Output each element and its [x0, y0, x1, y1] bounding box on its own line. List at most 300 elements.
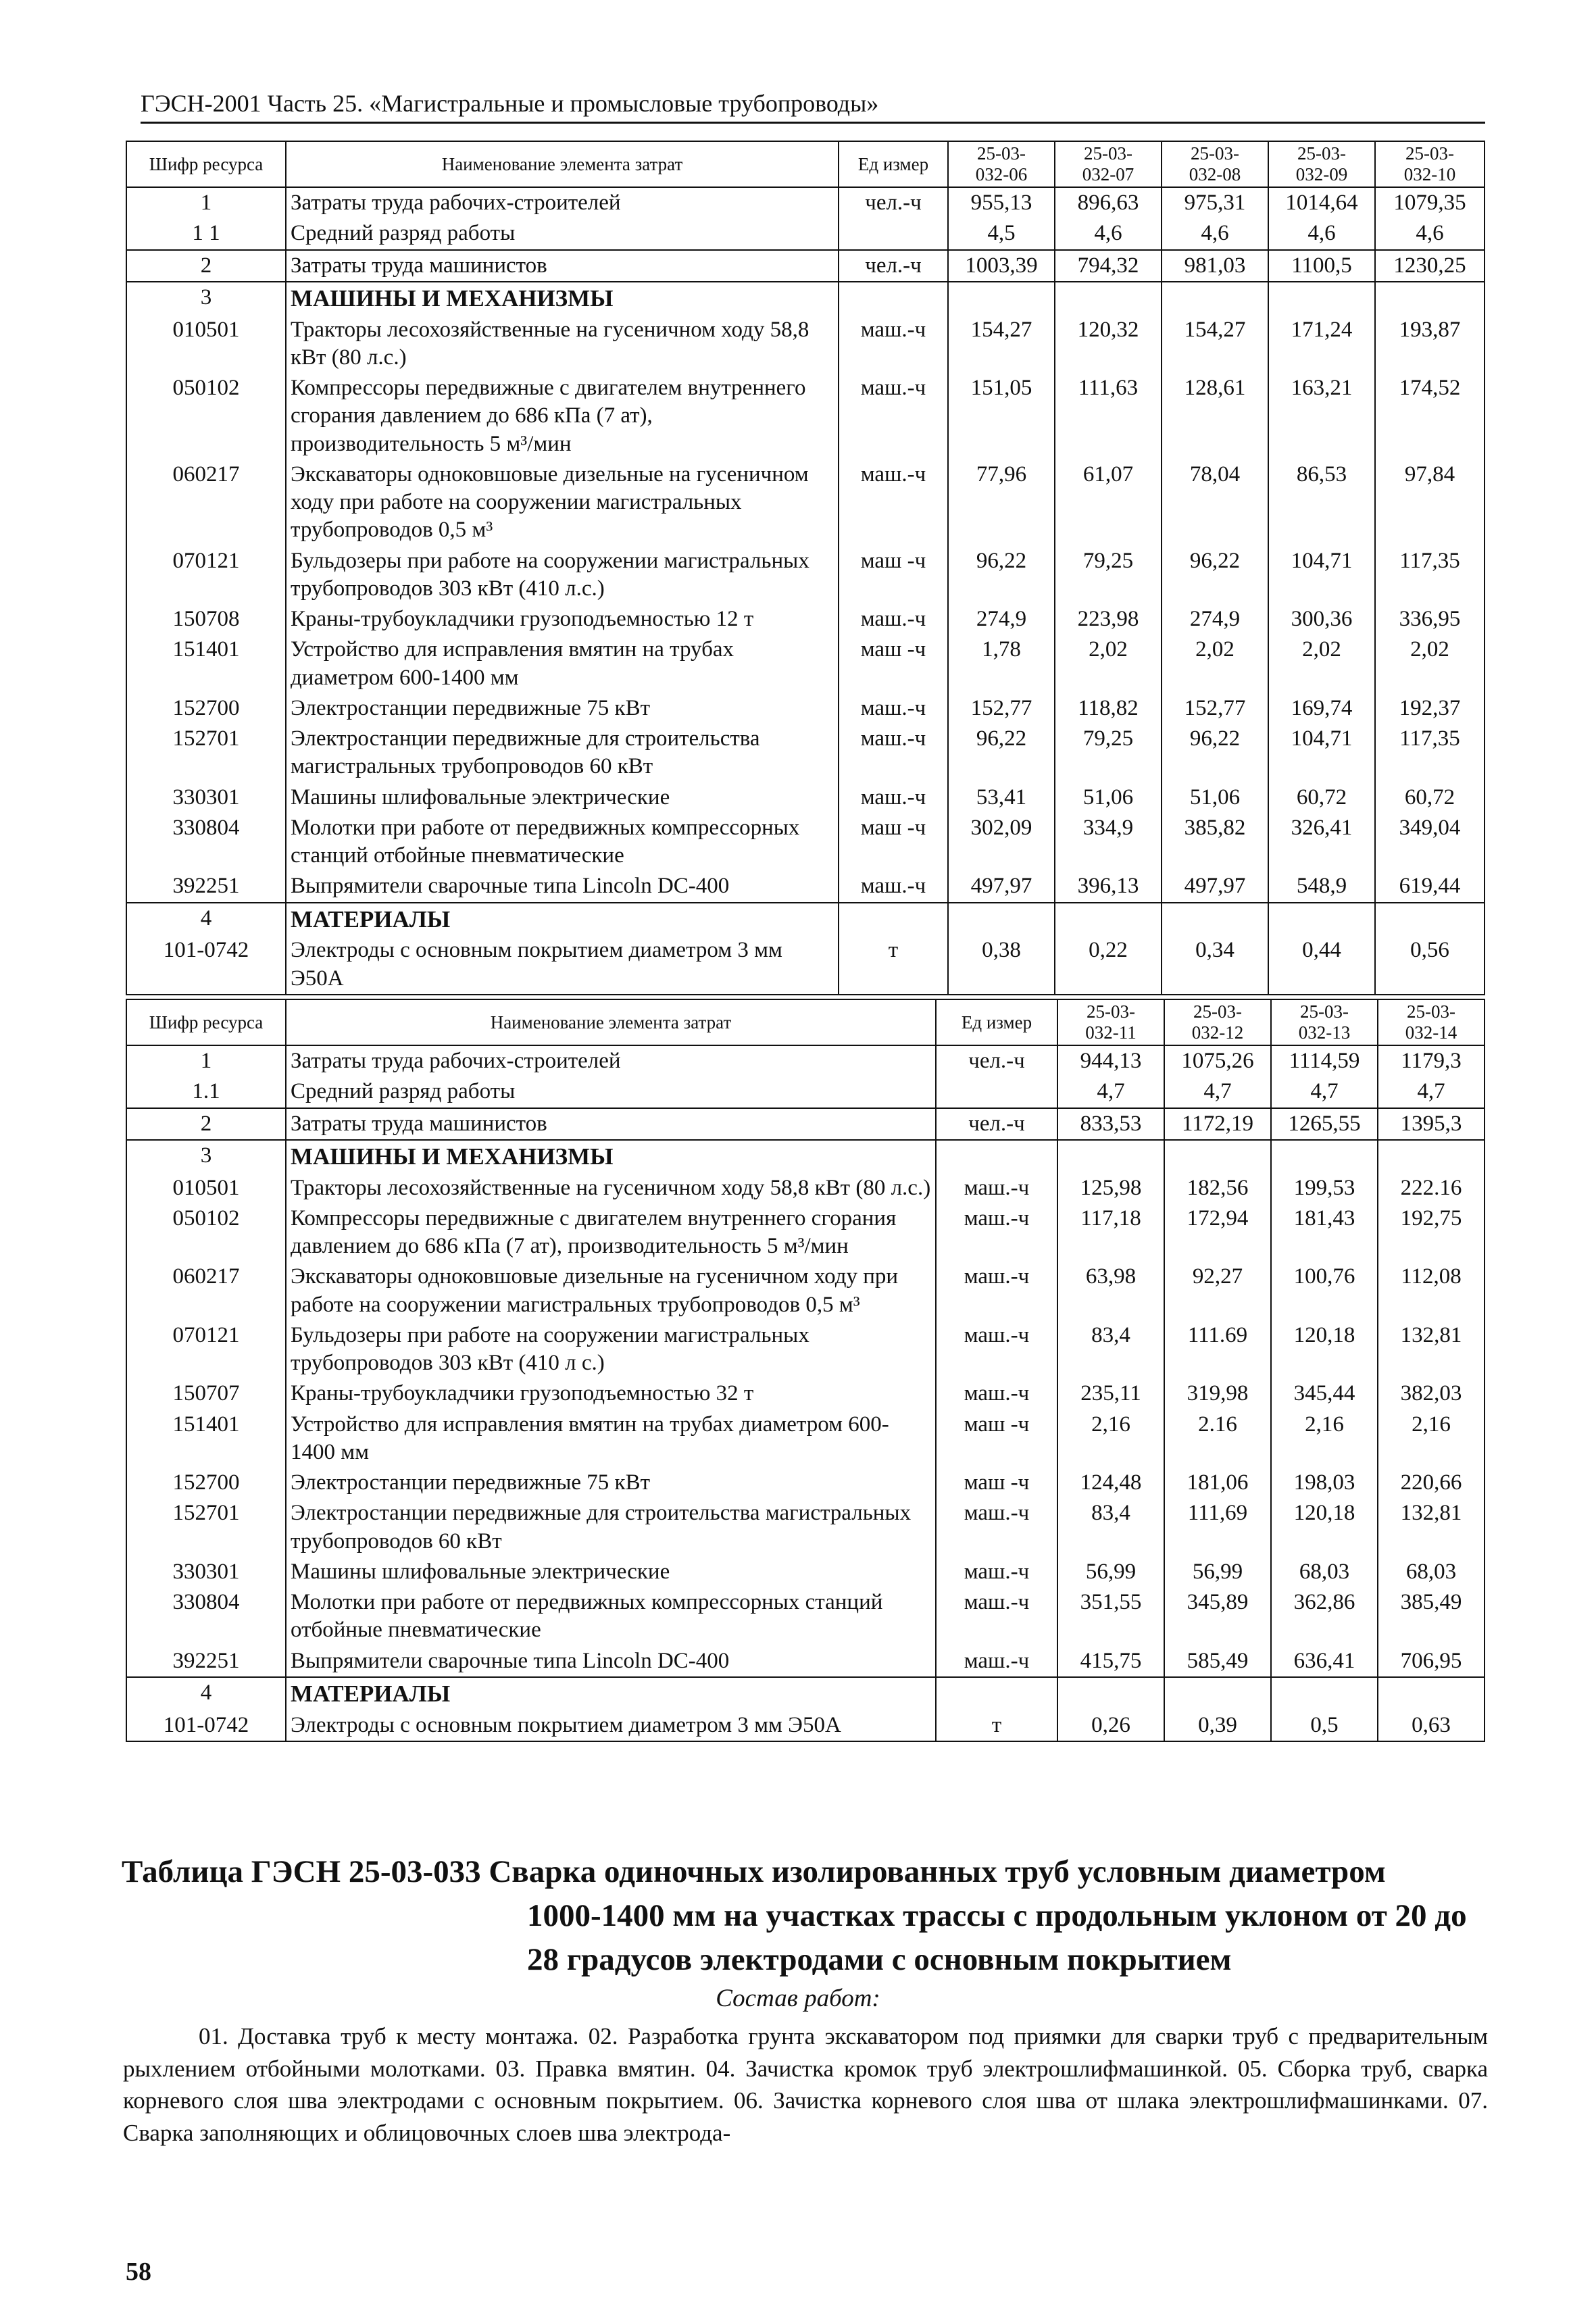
empty-cell — [1162, 903, 1268, 936]
value-cell: 222.16 — [1378, 1173, 1485, 1203]
header-column-code: 25-03- 032-13 — [1271, 999, 1378, 1045]
unit-cell: чел.-ч — [839, 250, 948, 282]
value-cell: 345,89 — [1164, 1587, 1271, 1646]
value-cell: 111.69 — [1164, 1320, 1271, 1379]
resource-code: 070121 — [126, 546, 286, 605]
header-row — [126, 141, 1485, 187]
unit-cell: маш.-ч — [936, 1378, 1057, 1409]
value-cell: 326,41 — [1268, 813, 1375, 872]
value-cell: 944,13 — [1057, 1045, 1164, 1076]
value-cell: 2,02 — [1162, 634, 1268, 693]
value-cell: 4,7 — [1271, 1076, 1378, 1107]
table-body — [126, 187, 1485, 995]
table-row — [126, 1498, 1485, 1557]
value-cell: 345,44 — [1271, 1378, 1378, 1409]
value-cell: 235,11 — [1057, 1378, 1164, 1409]
value-cell: 172,94 — [1164, 1203, 1271, 1262]
value-cell: 92,27 — [1164, 1262, 1271, 1320]
unit-cell: чел.-ч — [936, 1108, 1057, 1140]
resource-code: 101-0742 — [126, 935, 286, 995]
resource-name: Затраты труда машинистов — [286, 1108, 936, 1140]
table-row — [126, 1203, 1485, 1262]
value-cell: 86,53 — [1268, 459, 1375, 546]
value-cell: 97,84 — [1375, 459, 1485, 546]
value-cell: 111,69 — [1164, 1498, 1271, 1557]
value-cell: 151,05 — [948, 373, 1055, 459]
value-cell: 415,75 — [1057, 1646, 1164, 1677]
empty-cell — [1057, 1677, 1164, 1710]
value-cell: 79,25 — [1055, 546, 1162, 605]
value-cell: 319,98 — [1164, 1378, 1271, 1409]
header-row — [126, 999, 1485, 1045]
value-cell: 118,82 — [1055, 693, 1162, 724]
empty-cell — [1378, 1140, 1485, 1173]
value-cell: 385,82 — [1162, 813, 1268, 872]
resource-table-1 — [126, 141, 1485, 995]
table-row — [126, 546, 1485, 605]
works-text: 01. Доставка труб к месту монтажа. 02. Разработка грунта экскаватором под приямки для сварки труб с предварительным рыхлением отбойными молотками. 03. Правка вмятин. 04. Зачистка кромок труб электрошлифмашинкой. 05. Сборка труб, сварка корневого слоя шва электродами с основным покрытием. 06. Зачистка корневого слоя шва от шлака электрошлифмашинками. 07. Сварка заполняющих и облицовочных слоев шва электрода- — [123, 2023, 1488, 2146]
value-cell: 833,53 — [1057, 1108, 1164, 1140]
unit-cell: т — [839, 935, 948, 995]
empty-cell — [839, 903, 948, 936]
resource-code: 4 — [126, 903, 286, 936]
resource-code: 150708 — [126, 604, 286, 634]
resource-code: 060217 — [126, 1262, 286, 1320]
value-cell: 181,43 — [1271, 1203, 1378, 1262]
value-cell: 1114,59 — [1271, 1045, 1378, 1076]
resource-name: Тракторы лесохозяйственные на гусеничном ходу 58,8 кВт (80 л.с.) — [286, 1173, 936, 1203]
value-cell: 120,18 — [1271, 1498, 1378, 1557]
resource-name: Бульдозеры при работе на сооружении магистральных трубопроводов 303 кВт (410 л с.) — [286, 1320, 936, 1379]
header-column-code: 25-03- 032-11 — [1057, 999, 1164, 1045]
value-cell: 60,72 — [1375, 782, 1485, 813]
resource-code: 152700 — [126, 693, 286, 724]
resource-name: Электростанции передвижные 75 кВт — [286, 1468, 936, 1498]
value-cell: 1100,5 — [1268, 250, 1375, 282]
value-cell: 349,04 — [1375, 813, 1485, 872]
header-column-code: 25-03- 032-12 — [1164, 999, 1271, 1045]
value-cell: 1395,3 — [1378, 1108, 1485, 1140]
value-cell: 0,44 — [1268, 935, 1375, 995]
header-name: Наименование элемента затрат — [286, 999, 936, 1045]
value-cell: 117,35 — [1375, 724, 1485, 782]
value-cell: 68,03 — [1378, 1557, 1485, 1587]
value-cell: 4,6 — [1375, 218, 1485, 249]
value-cell: 2,16 — [1271, 1410, 1378, 1468]
section-row — [126, 1677, 1485, 1710]
value-cell: 96,22 — [1162, 724, 1268, 782]
value-cell: 199,53 — [1271, 1173, 1378, 1203]
resource-code: 010501 — [126, 315, 286, 374]
value-cell: 4,7 — [1378, 1076, 1485, 1107]
resource-code: 1.1 — [126, 1076, 286, 1107]
value-cell: 132,81 — [1378, 1498, 1485, 1557]
resource-name: Компрессоры передвижные с двигателем внутреннего сгорания давлением до 686 кПа (7 ат), производительность 5 м³/мин — [286, 1203, 936, 1262]
value-cell: 104,71 — [1268, 724, 1375, 782]
value-cell: 636,41 — [1271, 1646, 1378, 1677]
unit-cell: маш.-ч — [936, 1646, 1057, 1677]
value-cell: 706,95 — [1378, 1646, 1485, 1677]
header-code: Шифр ресурса — [126, 999, 286, 1045]
value-cell: 56,99 — [1057, 1557, 1164, 1587]
value-cell: 336,95 — [1375, 604, 1485, 634]
value-cell: 171,24 — [1268, 315, 1375, 374]
header-unit: Ед измер — [936, 999, 1057, 1045]
value-cell: 0,34 — [1162, 935, 1268, 995]
resource-name: Электроды с основным покрытием диаметром 3 мм Э50А — [286, 935, 839, 995]
table-row — [126, 218, 1485, 249]
value-cell: 497,97 — [948, 871, 1055, 902]
value-cell: 4,5 — [948, 218, 1055, 249]
page-header: ГЭСН-2001 Часть 25. «Магистральные и промысловые трубопроводы» — [141, 89, 1485, 124]
value-cell: 63,98 — [1057, 1262, 1164, 1320]
empty-cell — [936, 1677, 1057, 1710]
resource-name: Машины шлифовальные электрические — [286, 782, 839, 813]
value-cell: 60,72 — [1268, 782, 1375, 813]
value-cell: 1230,25 — [1375, 250, 1485, 282]
section-title: МАТЕРИАЛЫ — [286, 1677, 936, 1710]
table-row — [126, 1646, 1485, 1677]
value-cell: 192,37 — [1375, 693, 1485, 724]
value-cell: 125,98 — [1057, 1173, 1164, 1203]
header-column-code: 25-03- 032-08 — [1162, 141, 1268, 187]
table-row — [126, 187, 1485, 218]
resource-code: 3 — [126, 282, 286, 315]
resource-code: 152701 — [126, 724, 286, 782]
unit-cell: маш -ч — [936, 1468, 1057, 1498]
value-cell: 2.16 — [1164, 1410, 1271, 1468]
table-row — [126, 634, 1485, 693]
value-cell: 548,9 — [1268, 871, 1375, 902]
table-row — [126, 724, 1485, 782]
value-cell: 396,13 — [1055, 871, 1162, 902]
value-cell: 4,7 — [1057, 1076, 1164, 1107]
empty-cell — [1055, 282, 1162, 315]
value-cell: 2,02 — [1375, 634, 1485, 693]
resource-code: 330804 — [126, 813, 286, 872]
section-row — [126, 1140, 1485, 1173]
unit-cell: маш.-ч — [839, 782, 948, 813]
table-row — [126, 373, 1485, 459]
resource-code: 152701 — [126, 1498, 286, 1557]
table-row — [126, 1587, 1485, 1646]
unit-cell: маш.-ч — [936, 1320, 1057, 1379]
section-row — [126, 282, 1485, 315]
resource-code: 330804 — [126, 1587, 286, 1646]
unit-cell: маш.-ч — [936, 1557, 1057, 1587]
value-cell: 117,18 — [1057, 1203, 1164, 1262]
resource-name: Экскаваторы одноковшовые дизельные на гусеничном ходу при работе на сооружении магистральных трубопроводов 0,5 м³ — [286, 459, 839, 546]
value-cell: 1075,26 — [1164, 1045, 1271, 1076]
unit-cell: маш.-ч — [936, 1203, 1057, 1262]
resource-code: 3 — [126, 1140, 286, 1173]
value-cell: 1014,64 — [1268, 187, 1375, 218]
empty-cell — [1164, 1140, 1271, 1173]
table-row — [126, 315, 1485, 374]
section-title: МАШИНЫ И МЕХАНИЗМЫ — [286, 1140, 936, 1173]
value-cell: 896,63 — [1055, 187, 1162, 218]
resource-name: Молотки при работе от передвижных компрессорных станций отбойные пневматические — [286, 813, 839, 872]
table-row — [126, 1262, 1485, 1320]
value-cell: 0,39 — [1164, 1710, 1271, 1741]
value-cell: 351,55 — [1057, 1587, 1164, 1646]
resource-name: Машины шлифовальные электрические — [286, 1557, 936, 1587]
value-cell: 619,44 — [1375, 871, 1485, 902]
value-cell: 77,96 — [948, 459, 1055, 546]
table-row — [126, 1710, 1485, 1741]
empty-cell — [936, 1140, 1057, 1173]
resource-name: Затраты труда рабочих-строителей — [286, 1045, 936, 1076]
table-row — [126, 1410, 1485, 1468]
empty-cell — [1055, 903, 1162, 936]
unit-cell: маш.-ч — [936, 1262, 1057, 1320]
unit-cell: маш.-ч — [839, 315, 948, 374]
empty-cell — [948, 282, 1055, 315]
value-cell: 223,98 — [1055, 604, 1162, 634]
value-cell: 78,04 — [1162, 459, 1268, 546]
resource-name: Экскаваторы одноковшовые дизельные на гусеничном ходу при работе на сооружении магистральных трубопроводов 0,5 м³ — [286, 1262, 936, 1320]
header-column-code: 25-03- 032-06 — [948, 141, 1055, 187]
resource-code: 060217 — [126, 459, 286, 546]
section-title: МАТЕРИАЛЫ — [286, 903, 839, 936]
table-row — [126, 459, 1485, 546]
resource-name: Выпрямители сварочные типа Lincoln DC-400 — [286, 1646, 936, 1677]
table-row — [126, 250, 1485, 282]
value-cell: 362,86 — [1271, 1587, 1378, 1646]
unit-cell: маш.-ч — [936, 1173, 1057, 1203]
resource-code: 392251 — [126, 1646, 286, 1677]
value-cell: 111,63 — [1055, 373, 1162, 459]
resource-name: Затраты труда рабочих-строителей — [286, 187, 839, 218]
table-row — [126, 935, 1485, 995]
value-cell: 163,21 — [1268, 373, 1375, 459]
resource-name: Компрессоры передвижные с двигателем внутреннего сгорания давлением до 686 кПа (7 ат), производительность 5 м³/мин — [286, 373, 839, 459]
table-row — [126, 1378, 1485, 1409]
value-cell: 117,35 — [1375, 546, 1485, 605]
value-cell: 2,16 — [1378, 1410, 1485, 1468]
unit-cell: маш.-ч — [839, 459, 948, 546]
resource-name: Затраты труда машинистов — [286, 250, 839, 282]
section-title: МАШИНЫ И МЕХАНИЗМЫ — [286, 282, 839, 315]
value-cell: 274,9 — [1162, 604, 1268, 634]
value-cell: 1179,3 — [1378, 1045, 1485, 1076]
value-cell: 1,78 — [948, 634, 1055, 693]
page-number: 58 — [126, 2258, 151, 2286]
value-cell: 53,41 — [948, 782, 1055, 813]
value-cell: 302,09 — [948, 813, 1055, 872]
table-row — [126, 1468, 1485, 1498]
resource-code: 101-0742 — [126, 1710, 286, 1741]
header-column-code: 25-03- 032-07 — [1055, 141, 1162, 187]
table-body — [126, 1045, 1485, 1741]
table-row — [126, 871, 1485, 902]
empty-cell — [1162, 282, 1268, 315]
unit-cell: маш.-ч — [936, 1498, 1057, 1557]
table-caption — [122, 1850, 1487, 1982]
resource-code: 330301 — [126, 782, 286, 813]
unit-cell: чел.-ч — [839, 187, 948, 218]
unit-cell: маш.-ч — [839, 373, 948, 459]
value-cell: 174,52 — [1375, 373, 1485, 459]
table-row — [126, 782, 1485, 813]
value-cell: 100,76 — [1271, 1262, 1378, 1320]
value-cell: 96,22 — [1162, 546, 1268, 605]
caption-line-1: Таблица ГЭСН 25-03-033 Сварка одиночных изолированных труб условным диаметром — [122, 1854, 1386, 1889]
value-cell: 79,25 — [1055, 724, 1162, 782]
resource-name: Электростанции передвижные 75 кВт — [286, 693, 839, 724]
resource-code: 050102 — [126, 373, 286, 459]
unit-cell: маш.-ч — [936, 1587, 1057, 1646]
table-row — [126, 1076, 1485, 1107]
caption-line-2: 1000-1400 мм на участках трассы с продольным уклоном от 20 до 28 градусов электродами с основным покрытием — [527, 1897, 1467, 1977]
resource-code: 4 — [126, 1677, 286, 1710]
unit-cell: маш -ч — [936, 1410, 1057, 1468]
value-cell: 96,22 — [948, 724, 1055, 782]
unit-cell: маш.-ч — [839, 604, 948, 634]
value-cell: 2,02 — [1055, 634, 1162, 693]
resource-code: 2 — [126, 1108, 286, 1140]
empty-cell — [1268, 903, 1375, 936]
value-cell: 128,61 — [1162, 373, 1268, 459]
value-cell: 220,66 — [1378, 1468, 1485, 1498]
table-row — [126, 604, 1485, 634]
value-cell: 61,07 — [1055, 459, 1162, 546]
value-cell: 981,03 — [1162, 250, 1268, 282]
resource-name: Электроды с основным покрытием диаметром 3 мм Э50А — [286, 1710, 936, 1741]
empty-cell — [1375, 903, 1485, 936]
works-title: Состав работ: — [716, 1985, 880, 2012]
value-cell: 51,06 — [1055, 782, 1162, 813]
value-cell: 132,81 — [1378, 1320, 1485, 1379]
header-column-code: 25-03- 032-14 — [1378, 999, 1485, 1045]
header-column-code: 25-03- 032-10 — [1375, 141, 1485, 187]
resource-name: Выпрямители сварочные типа Lincoln DC-400 — [286, 871, 839, 902]
unit-cell: маш -ч — [839, 813, 948, 872]
header-code: Шифр ресурса — [126, 141, 286, 187]
value-cell: 4,6 — [1055, 218, 1162, 249]
table-row — [126, 1320, 1485, 1379]
value-cell: 152,77 — [1162, 693, 1268, 724]
section-row — [126, 903, 1485, 936]
value-cell: 124,48 — [1057, 1468, 1164, 1498]
value-cell: 300,36 — [1268, 604, 1375, 634]
unit-cell: маш -ч — [839, 634, 948, 693]
empty-cell — [1057, 1140, 1164, 1173]
resource-code: 050102 — [126, 1203, 286, 1262]
value-cell: 0,56 — [1375, 935, 1485, 995]
value-cell: 68,03 — [1271, 1557, 1378, 1587]
resource-code: 070121 — [126, 1320, 286, 1379]
resource-code: 150707 — [126, 1378, 286, 1409]
value-cell: 334,9 — [1055, 813, 1162, 872]
value-cell: 2,16 — [1057, 1410, 1164, 1468]
value-cell: 0,26 — [1057, 1710, 1164, 1741]
resource-code: 1 1 — [126, 218, 286, 249]
empty-cell — [1271, 1140, 1378, 1173]
unit-cell: маш.-ч — [839, 724, 948, 782]
resource-code: 1 — [126, 1045, 286, 1076]
resource-code: 151401 — [126, 1410, 286, 1468]
value-cell: 975,31 — [1162, 187, 1268, 218]
header-column-code: 25-03- 032-09 — [1268, 141, 1375, 187]
resource-name: Электростанции передвижные для строительства магистральных трубопроводов 60 кВт — [286, 724, 839, 782]
value-cell: 120,32 — [1055, 315, 1162, 374]
resource-table-2 — [126, 999, 1485, 1742]
header-name: Наименование элемента затрат — [286, 141, 839, 187]
value-cell: 385,49 — [1378, 1587, 1485, 1646]
resource-code: 330301 — [126, 1557, 286, 1587]
resource-name: Средний разряд работы — [286, 1076, 936, 1107]
value-cell: 83,4 — [1057, 1498, 1164, 1557]
value-cell: 169,74 — [1268, 693, 1375, 724]
empty-cell — [839, 282, 948, 315]
resource-name: Устройство для исправления вмятин на трубах диаметром 600-1400 мм — [286, 1410, 936, 1468]
resource-code: 151401 — [126, 634, 286, 693]
unit-cell: маш.-ч — [839, 871, 948, 902]
value-cell: 181,06 — [1164, 1468, 1271, 1498]
resource-name: Устройство для исправления вмятин на трубах диаметром 600-1400 мм — [286, 634, 839, 693]
resource-code: 1 — [126, 187, 286, 218]
value-cell: 182,56 — [1164, 1173, 1271, 1203]
value-cell: 154,27 — [948, 315, 1055, 374]
value-cell: 4,6 — [1268, 218, 1375, 249]
table-row — [126, 813, 1485, 872]
resource-name: Молотки при работе от передвижных компрессорных станций отбойные пневматические — [286, 1587, 936, 1646]
value-cell: 193,87 — [1375, 315, 1485, 374]
table-row — [126, 1045, 1485, 1076]
resource-name: Краны-трубоукладчики грузоподъемностью 12 т — [286, 604, 839, 634]
resource-name: Бульдозеры при работе на сооружении магистральных трубопроводов 303 кВт (410 л.с.) — [286, 546, 839, 605]
resource-name: Средний разряд работы — [286, 218, 839, 249]
value-cell: 120,18 — [1271, 1320, 1378, 1379]
resource-name: Тракторы лесохозяйственные на гусеничном ходу 58,8 кВт (80 л.с.) — [286, 315, 839, 374]
resource-name: Краны-трубоукладчики грузоподъемностью 32 т — [286, 1378, 936, 1409]
value-cell: 154,27 — [1162, 315, 1268, 374]
unit-cell: маш -ч — [839, 546, 948, 605]
value-cell: 382,03 — [1378, 1378, 1485, 1409]
value-cell: 112,08 — [1378, 1262, 1485, 1320]
empty-cell — [948, 903, 1055, 936]
value-cell: 51,06 — [1162, 782, 1268, 813]
unit-cell — [936, 1076, 1057, 1107]
table-row — [126, 1108, 1485, 1140]
value-cell: 0,22 — [1055, 935, 1162, 995]
empty-cell — [1164, 1677, 1271, 1710]
unit-cell: чел.-ч — [936, 1045, 1057, 1076]
value-cell: 104,71 — [1268, 546, 1375, 605]
table-header — [126, 141, 1485, 187]
value-cell: 198,03 — [1271, 1468, 1378, 1498]
value-cell: 497,97 — [1162, 871, 1268, 902]
empty-cell — [1271, 1677, 1378, 1710]
table-header — [126, 999, 1485, 1045]
table-row — [126, 1557, 1485, 1587]
value-cell: 0,38 — [948, 935, 1055, 995]
value-cell: 1079,35 — [1375, 187, 1485, 218]
value-cell: 2,02 — [1268, 634, 1375, 693]
table-row — [126, 693, 1485, 724]
value-cell: 585,49 — [1164, 1646, 1271, 1677]
value-cell: 192,75 — [1378, 1203, 1485, 1262]
resource-code: 2 — [126, 250, 286, 282]
empty-cell — [1375, 282, 1485, 315]
value-cell: 96,22 — [948, 546, 1055, 605]
unit-cell — [839, 218, 948, 249]
value-cell: 4,7 — [1164, 1076, 1271, 1107]
table-row — [126, 1173, 1485, 1203]
value-cell: 1265,55 — [1271, 1108, 1378, 1140]
empty-cell — [1268, 282, 1375, 315]
